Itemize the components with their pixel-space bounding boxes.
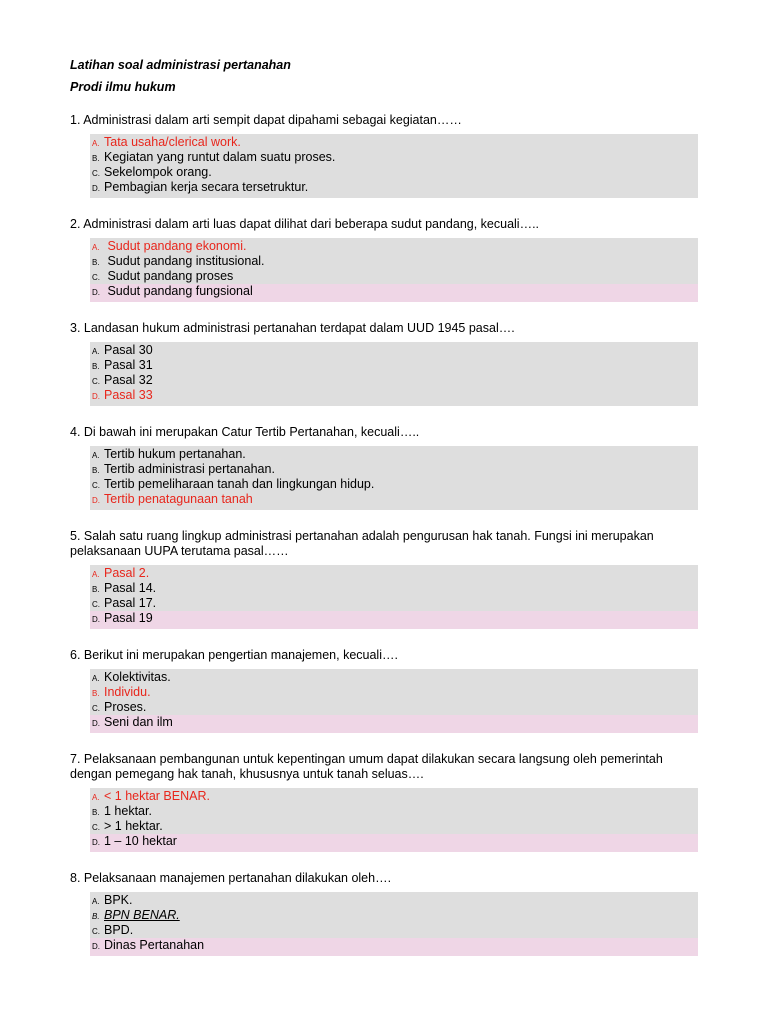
- option-d: [90, 611, 698, 629]
- option-list: [90, 238, 698, 302]
- option-text: Sudut pandang fungsional: [104, 284, 253, 298]
- option-letter: D.: [92, 496, 100, 505]
- option-d: [90, 938, 698, 956]
- option-letter: D.: [92, 184, 100, 193]
- option-text: Pasal 2.: [104, 566, 150, 580]
- option-c: [90, 923, 698, 938]
- option-list: [90, 788, 698, 852]
- question-8: [70, 871, 698, 956]
- option-c: [90, 819, 698, 834]
- question-text: 8. Pelaksanaan manajemen pertanahan dilakukan oleh….: [70, 871, 392, 885]
- option-letter: A.: [92, 243, 100, 252]
- option-letter: B.: [92, 912, 100, 921]
- question-text: 2. Administrasi dalam arti luas dapat dilihat dari beberapa sudut pandang, kecuali…..: [70, 217, 540, 231]
- option-b: [90, 150, 698, 165]
- option-text: Sekelompok orang.: [104, 165, 212, 179]
- question-text: 5. Salah satu ruang lingkup administrasi pertanahan adalah pengurusan hak tanah. Fungsi ini merupakan pelaksanaan UUPA terutama pasal……: [70, 529, 654, 558]
- option-text: Tertib penatagunaan tanah: [104, 492, 253, 506]
- option-text: Tertib administrasi pertanahan.: [104, 462, 275, 476]
- option-a: [90, 134, 698, 150]
- option-list: [90, 446, 698, 510]
- option-d: [90, 388, 698, 406]
- option-letter: D.: [92, 719, 100, 728]
- question-3: [70, 321, 698, 406]
- option-letter: D.: [92, 942, 100, 951]
- option-text: Pasal 17.: [104, 596, 157, 610]
- option-b: [90, 685, 698, 700]
- question-1: [70, 113, 698, 198]
- option-b: [90, 462, 698, 477]
- option-text: Tertib pemeliharaan tanah dan lingkungan hidup.: [104, 477, 375, 491]
- option-letter: C.: [92, 169, 100, 178]
- option-d: [90, 180, 698, 198]
- option-letter: A.: [92, 451, 100, 460]
- option-a: [90, 669, 698, 685]
- option-text: Pasal 31: [104, 358, 153, 372]
- option-letter: A.: [92, 674, 100, 683]
- option-text: Kolektivitas.: [104, 670, 171, 684]
- option-letter: B.: [92, 585, 100, 594]
- option-letter: A.: [92, 897, 100, 906]
- option-d: [90, 284, 698, 302]
- option-b: [90, 908, 698, 923]
- option-text: Seni dan ilm: [104, 715, 173, 729]
- option-letter: B.: [92, 808, 100, 817]
- option-d: [90, 492, 698, 510]
- option-a: [90, 446, 698, 462]
- option-letter: B.: [92, 362, 100, 371]
- option-c: [90, 700, 698, 715]
- option-list: [90, 565, 698, 629]
- option-letter: B.: [92, 154, 100, 163]
- option-letter: C.: [92, 600, 100, 609]
- option-text: Kegiatan yang runtut dalam suatu proses.: [104, 150, 336, 164]
- document-page: [70, 58, 698, 975]
- document-subtitle: Prodi ilmu hukum: [70, 80, 176, 94]
- option-d: [90, 715, 698, 733]
- option-letter: C.: [92, 927, 100, 936]
- option-list: [90, 669, 698, 733]
- option-letter: C.: [92, 704, 100, 713]
- option-text: Tertib hukum pertanahan.: [104, 447, 246, 461]
- option-text: Pasal 33: [104, 388, 153, 402]
- option-letter: B.: [92, 258, 100, 267]
- option-letter: C.: [92, 273, 100, 282]
- question-6: [70, 648, 698, 733]
- question-5: [70, 529, 698, 629]
- option-text: 1 – 10 hektar: [104, 834, 177, 848]
- option-letter: B.: [92, 466, 100, 475]
- option-text: < 1 hektar BENAR.: [104, 789, 210, 803]
- option-text: Pasal 30: [104, 343, 153, 357]
- option-letter: A.: [92, 570, 100, 579]
- option-text: Pembagian kerja secara tersetruktur.: [104, 180, 309, 194]
- option-letter: D.: [92, 615, 100, 624]
- option-text: BPN BENAR.: [104, 908, 180, 922]
- option-text: > 1 hektar.: [104, 819, 163, 833]
- question-2: [70, 217, 698, 302]
- question-text: 1. Administrasi dalam arti sempit dapat dipahami sebagai kegiatan……: [70, 113, 462, 127]
- option-letter: B.: [92, 689, 100, 698]
- option-c: [90, 373, 698, 388]
- option-text: Sudut pandang ekonomi.: [104, 239, 247, 253]
- option-letter: A.: [92, 347, 100, 356]
- option-letter: C.: [92, 481, 100, 490]
- option-b: [90, 358, 698, 373]
- option-text: Pasal 14.: [104, 581, 157, 595]
- option-c: [90, 165, 698, 180]
- option-a: [90, 892, 698, 908]
- option-letter: A.: [92, 793, 100, 802]
- option-text: Sudut pandang institusional.: [104, 254, 265, 268]
- option-text: BPD.: [104, 923, 134, 937]
- option-letter: D.: [92, 392, 100, 401]
- option-text: BPK.: [104, 893, 133, 907]
- option-a: [90, 342, 698, 358]
- option-text: Pasal 32: [104, 373, 153, 387]
- option-text: 1 hektar.: [104, 804, 152, 818]
- option-a: [90, 238, 698, 254]
- option-text: Individu.: [104, 685, 151, 699]
- option-b: [90, 581, 698, 596]
- question-list: [70, 113, 698, 956]
- option-letter: C.: [92, 377, 100, 386]
- option-d: [90, 834, 698, 852]
- option-b: [90, 254, 698, 269]
- option-text: Proses.: [104, 700, 147, 714]
- question-text: 6. Berikut ini merupakan pengertian manajemen, kecuali….: [70, 648, 398, 662]
- option-a: [90, 565, 698, 581]
- option-c: [90, 596, 698, 611]
- option-c: [90, 477, 698, 492]
- option-text: Tata usaha/clerical work.: [104, 135, 241, 149]
- document-title: Latihan soal administrasi pertanahan: [70, 58, 291, 72]
- option-list: [90, 134, 698, 198]
- option-letter: D.: [92, 288, 100, 297]
- option-b: [90, 804, 698, 819]
- option-text: Pasal 19: [104, 611, 153, 625]
- option-list: [90, 342, 698, 406]
- option-text: Sudut pandang proses: [104, 269, 234, 283]
- question-text: 3. Landasan hukum administrasi pertanahan terdapat dalam UUD 1945 pasal….: [70, 321, 515, 335]
- question-7: [70, 752, 698, 852]
- option-letter: A.: [92, 139, 100, 148]
- option-a: [90, 788, 698, 804]
- option-text: Dinas Pertanahan: [104, 938, 205, 952]
- question-text: 4. Di bawah ini merupakan Catur Tertib Pertanahan, kecuali…..: [70, 425, 420, 439]
- option-letter: D.: [92, 838, 100, 847]
- question-4: [70, 425, 698, 510]
- option-letter: C.: [92, 823, 100, 832]
- option-list: [90, 892, 698, 956]
- option-c: [90, 269, 698, 284]
- question-text: 7. Pelaksanaan pembangunan untuk kepentingan umum dapat dilakukan secara langsung oleh pemerintah dengan pemegang hak tanah, khususnya untuk tanah seluas….: [70, 752, 663, 781]
